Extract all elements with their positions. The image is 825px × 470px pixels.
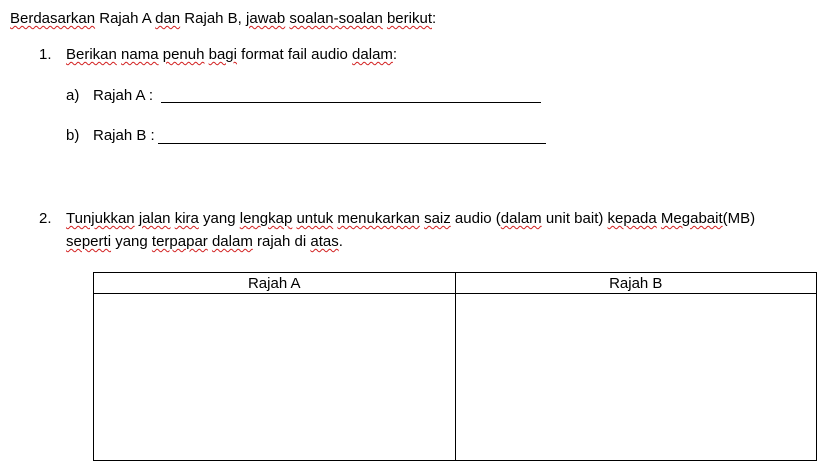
part-b-text: Rajah B : [93,127,155,144]
intro-word: jawab [246,10,286,27]
q2-word: dalam [211,233,253,250]
q2-word: . [338,233,343,250]
answer-table-header-row [94,273,817,294]
q2-word: (MB) [722,210,756,227]
q1-word: : [392,46,398,63]
question-2-number: 2. [39,210,52,227]
intro-word: dan [155,10,181,27]
q1-word: Berikan [66,46,117,63]
q2-word: yang [111,233,152,250]
q1-word: dalam [352,46,393,63]
q2-word: seperti [66,233,112,250]
answer-cell-rajah-b[interactable] [455,294,817,461]
part-b-label: b) [66,127,80,144]
question-2-text-line1 [66,210,755,228]
intro-word: Berdasarkan [10,10,96,27]
question-1-number: 1. [39,46,52,63]
answer-line-a[interactable] [161,102,541,103]
question-2-text-line2 [66,233,343,251]
intro-word: Rajah A [95,10,156,27]
q1-word: bagi [208,46,237,63]
q2-word: Tunjukkan [66,210,135,227]
q2-word: saiz [424,210,451,227]
intro-word: : [432,10,437,27]
column-header-rajah-b: Rajah B [455,273,817,294]
intro-word: soalan-soalan [289,10,383,27]
q2-word: Megabait [660,210,723,227]
q1-word: format fail audio [236,46,353,63]
q2-word: menukarkan [337,210,420,227]
q2-word: rajah di [252,233,311,250]
intro-word: Rajah B, [180,10,247,27]
q1-word: penuh [162,46,205,63]
q2-word: jalan [138,210,171,227]
answer-cell-rajah-a[interactable] [94,294,456,461]
q2-word: unit bait) [541,210,608,227]
column-header-rajah-a: Rajah A [94,273,456,294]
answer-table-body-row [94,294,817,461]
q2-word: yang [198,210,240,227]
part-a-label: a) [66,87,80,104]
q2-word: kira [174,210,199,227]
intro-word: berikut [386,10,432,27]
q2-word: kepada [607,210,657,227]
q2-word: untuk [296,210,334,227]
q2-word: atas [310,233,339,250]
q2-word: audio ( [450,210,501,227]
answer-line-b[interactable] [158,143,546,144]
intro-instruction [10,10,436,28]
q1-word: nama [121,46,159,63]
q2-word: terpapar [151,233,208,250]
answer-table [93,272,817,461]
question-1-text [66,46,397,64]
q2-word: lengkap [239,210,293,227]
part-a-text: Rajah A : [93,87,154,104]
q2-word: dalam [500,210,542,227]
